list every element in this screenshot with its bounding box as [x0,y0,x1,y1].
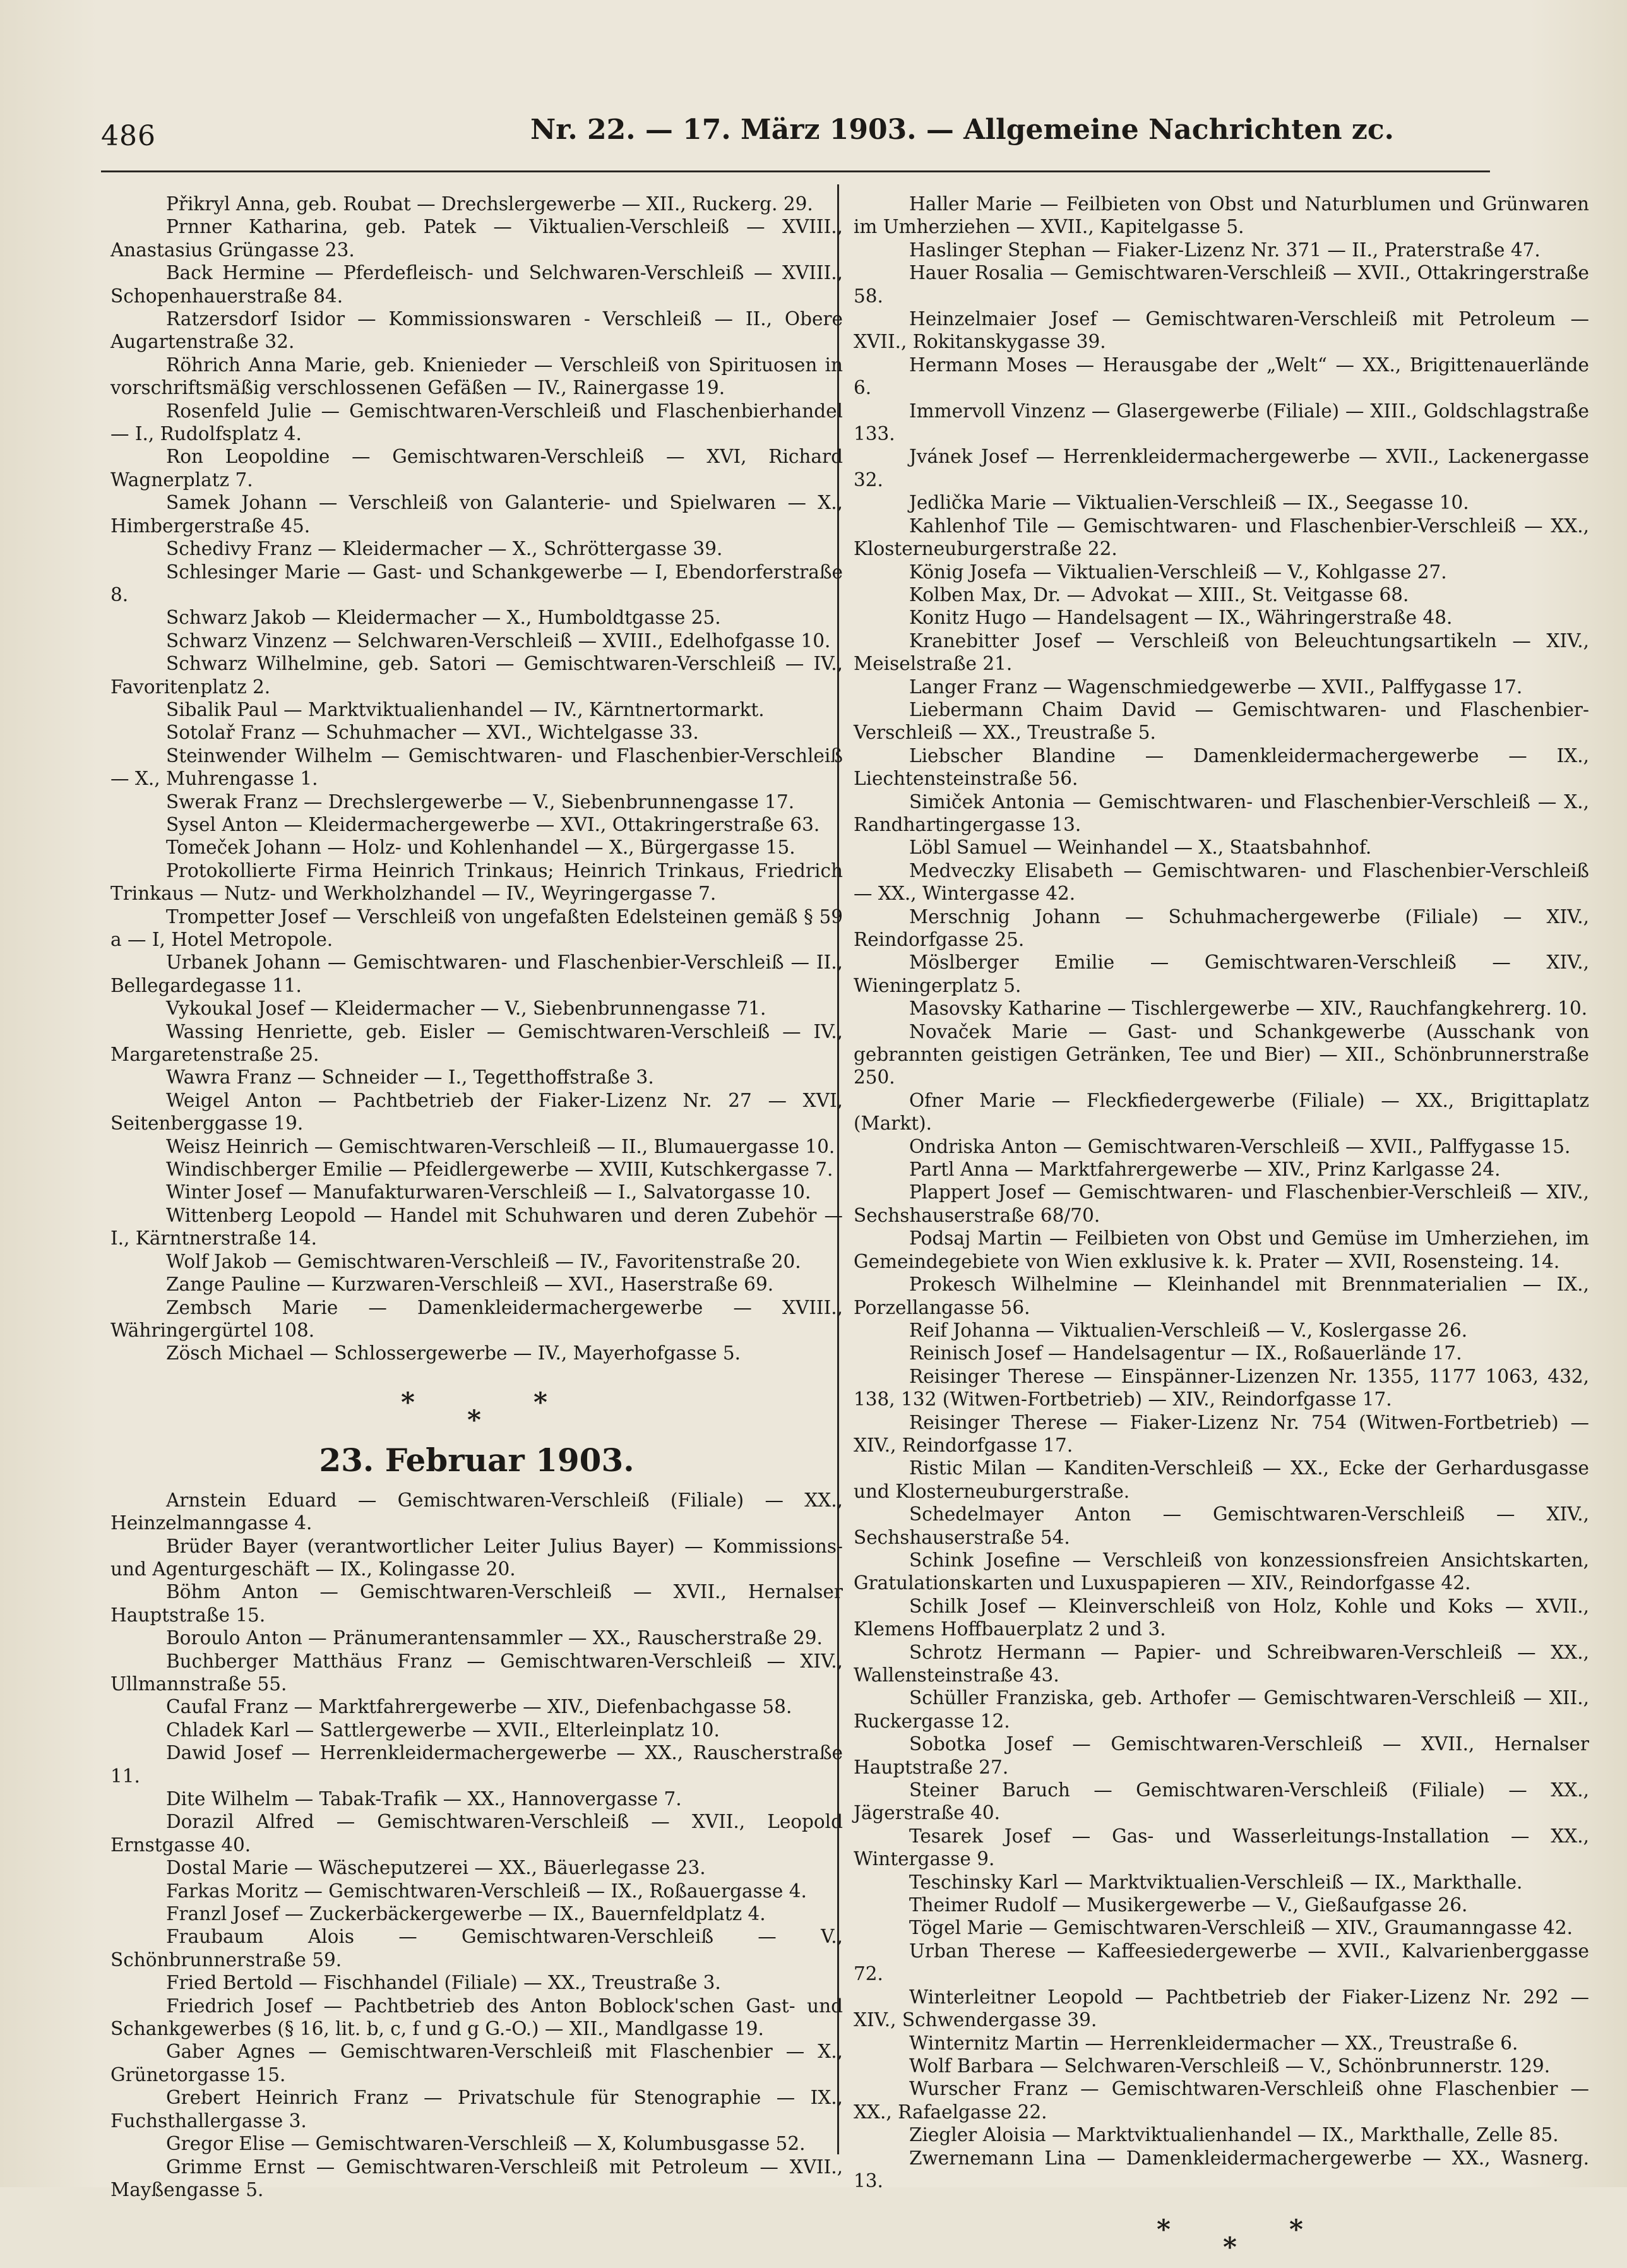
register-entry: Swerak Franz — Drechslergewerbe — V., Siebenbrunnengasse 17. [166,791,795,813]
register-entry: Ron Leopoldine — Gemischtwaren-Verschleiß — XVI, Richard Wagnerplatz 7. [110,446,843,491]
register-entry: Jedlička Marie — Viktualien-Verschleiß — IX., Seegasse 10. [909,492,1469,514]
register-entry: Brüder Bayer (verantwortlicher Leiter Julius Bayer) — Kommissions- und Agenturgeschäft — IX., Kolingasse 20. [110,1535,843,1580]
register-entry: König Josefa — Viktualien-Verschleiß — V., Kohlgasse 27. [909,561,1447,583]
register-entry: Tomeček Johann — Holz- und Kohlenhandel — X., Bürgergasse 15. [166,837,796,859]
left-column [110,193,843,2201]
section-heading: 23. Februar 1903. [319,1441,635,1479]
register-entry: Grimme Ernst — Gemischtwaren-Verschleiß mit Petroleum — XVII., Mayßengasse 5. [110,2156,843,2200]
register-entry: Masovsky Katharine — Tischlergewerbe — XIV., Rauchfangkehrerg. 10. [909,998,1588,1020]
register-entry: Friedrich Josef — Pachtbetrieb des Anton Boblock'schen Gast- und Schankgewerbes (§ 16, lit. b, c, f und g G.-O.) — XII., Mandlgasse 19. [110,1995,843,2040]
register-entry: Haslinger Stephan — Fiaker-Lizenz Nr. 371 — II., Praterstraße 47. [909,239,1541,261]
register-entry: Winternitz Martin — Herrenkleidermacher — XX., Treustraße 6. [909,2032,1518,2054]
register-entry: Chladek Karl — Sattlergewerbe — XVII., Elterleinplatz 10. [166,1719,720,1741]
right-column [854,193,1589,2268]
asterism-right [854,2192,1589,2268]
register-entry: Wawra Franz — Schneider — I., Tegetthoffstraße 3. [166,1066,654,1089]
register-entry: Podsaj Martin — Feilbieten von Obst und Gemüse im Umherziehen, im Gemeindegebiete von Wien exklusive k. k. Prater — XVII, Rosensteing. 14. [854,1227,1589,1272]
register-entry: Wolf Barbara — Selchwaren-Verschleiß — V., Schönbrunnerstr. 129. [909,2055,1551,2077]
register-entry: Schilk Josef — Kleinverschleiß von Holz, Kohle und Koks — XVII., Klemens Hoffbauerplatz 2 und 3. [854,1595,1589,1640]
register-entry: Ofner Marie — Fleckfiedergewerbe (Filiale) — XX., Brigittaplatz (Markt). [854,1089,1589,1135]
left-entries-part2 [110,1489,843,2202]
register-entry: Löbl Samuel — Weinhandel — X., Staatsbahnhof. [909,837,1372,859]
header-rule [101,170,1490,172]
register-entry: Zembsch Marie — Damenkleidermachergewerbe — XVIII., Währingergürtel 108. [110,1296,843,1341]
register-entry: Wittenberg Leopold — Handel mit Schuhwaren und deren Zubehör — I., Kärntnerstraße 14. [110,1204,843,1250]
register-entry: Hermann Moses — Herausgabe der „Welt“ — XX., Brigittenauerlände 6. [854,354,1589,399]
register-entry: Samek Johann — Verschleiß von Galanterie- und Spielwaren — X., Himbergerstraße 45. [110,492,843,537]
register-entry: Caufal Franz — Marktfahrergewerbe — XIV., Diefenbachgasse 58. [166,1696,792,1718]
register-entry: Reinisch Josef — Handelsagentur — IX., Roßauerlände 17. [909,1342,1462,1364]
register-entry: Reisinger Therese — Einspänner-Lizenzen Nr. 1355, 1177 1063, 432, 138, 132 (Witwen-Fortbetrieb) — XIV., Reindorfgasse 17. [854,1365,1589,1411]
page-number: 486 [101,120,156,152]
register-entry: Urbanek Johann — Gemischtwaren- und Flaschenbier-Verschleiß — II., Bellegardegasse 11. [110,952,843,996]
register-entry: Protokollierte Firma Heinrich Trinkaus; Heinrich Trinkaus, Friedrich Trinkaus — Nutz- und Werkholzhandel — IV., Weyringergasse 7. [110,859,843,905]
register-entry: Partl Anna — Marktfahrergewerbe — XIV., Prinz Karlgasse 24. [909,1159,1501,1181]
register-entry: Přikryl Anna, geb. Roubat — Drechslergewerbe — XII., Ruckerg. 29. [166,193,813,215]
register-entry: Langer Franz — Wagenschmiedgewerbe — XVII., Palffygasse 17. [909,676,1523,698]
asterism-star: * [533,1386,547,1418]
register-entry: Kranebitter Josef — Verschleiß von Beleuchtungsartikeln — XIV., Meiselstraße 21. [854,630,1589,675]
register-entry: Schlesinger Marie — Gast- und Schankgewerbe — I, Ebendorferstraße 8. [110,561,843,606]
register-entry: Windischberger Emilie — Pfeidlergewerbe — XVIII, Kutschkergasse 7. [166,1159,833,1181]
register-entry: Schedelmayer Anton — Gemischtwaren-Verschleiß — XIV., Sechshauserstraße 54. [854,1503,1589,1548]
register-entry: Schwarz Wilhelmine, geb. Satori — Gemischtwaren-Verschleiß — IV., Favoritenplatz 2. [110,653,843,698]
register-entry: Simiček Antonia — Gemischtwaren- und Flaschenbier-Verschleiß — X., Randhartingergasse 13. [854,791,1589,835]
register-entry: Schüller Franziska, geb. Arthofer — Gemischtwaren-Verschleiß — XII., Ruckergasse 12. [854,1687,1589,1732]
register-entry: Schink Josefine — Verschleiß von konzessionsfreien Ansichtskarten, Gratulationskarten und Luxuspapieren — XIV., Reindorfgasse 42. [854,1549,1589,1594]
register-entry: Hauer Rosalia — Gemischtwaren-Verschleiß — XVII., Ottakringerstraße 58. [854,262,1589,307]
register-entry: Haller Marie — Feilbieten von Obst und Naturblumen und Grünwaren im Umherziehen — XVII., Kapitelgasse 5. [854,193,1589,238]
register-entry: Rosenfeld Julie — Gemischtwaren-Verschleiß und Flaschenbierhandel — I., Rudolfsplatz 4. [110,400,843,445]
asterism-star: * [1289,2214,1303,2245]
asterism-star: * [467,1404,481,1435]
register-entry: Dostal Marie — Wäscheputzerei — XX., Bäuerlegasse 23. [166,1857,706,1879]
register-entry: Theimer Rudolf — Musikergewerbe — V., Gießaufgasse 26. [909,1894,1468,1916]
register-entry: Vykoukal Josef — Kleidermacher — V., Siebenbrunnengasse 71. [166,998,766,1020]
register-entry: Reif Johanna — Viktualien-Verschleiß — V., Koslergasse 26. [909,1319,1468,1341]
register-entry: Ristic Milan — Kanditen-Verschleiß — XX., Ecke der Gerhardusgasse und Klosterneuburgerstraße. [854,1457,1589,1502]
running-title: Nr. 22. — 17. März 1903. — Allgemeine Nachrichten zc. [530,114,1394,146]
register-entry: Medveczky Elisabeth — Gemischtwaren- und Flaschenbier-Verschleiß — XX., Wintergasse 42. [854,859,1589,905]
register-entry: Buchberger Matthäus Franz — Gemischtwaren-Verschleiß — XIV., Ullmannstraße 55. [110,1650,843,1695]
register-entry: Boroulo Anton — Pränumerantensammler — XX., Rauscherstraße 29. [166,1627,823,1649]
right-entries [854,193,1589,2192]
register-entry: Zange Pauline — Kurzwaren-Verschleiß — XVI., Haserstraße 69. [166,1274,774,1296]
register-entry: Schwarz Vinzenz — Selchwaren-Verschleiß — XVIII., Edelhofgasse 10. [166,630,831,652]
register-entry: Fried Bertold — Fischhandel (Filiale) — XX., Treustraße 3. [166,1972,721,1994]
register-entry: Prnner Katharina, geb. Patek — Viktualien-Verschleiß — XVIII., Anastasius Grüngasse 23. [110,216,843,261]
register-entry: Liebermann Chaim David — Gemischtwaren- und Flaschenbier-Verschleiß — XX., Treustraße 5. [854,698,1589,744]
register-entry: Novaček Marie — Gast- und Schankgewerbe (Ausschank von gebrannten geistigen Getränken, Tee und Bier) — XII., Schönbrunnerstraße 250. [854,1020,1589,1089]
register-entry: Gregor Elise — Gemischtwaren-Verschleiß — X, Kolumbusgasse 52. [166,2133,806,2155]
asterism-star: * [401,1386,415,1418]
register-entry: Schwarz Jakob — Kleidermacher — X., Humboldtgasse 25. [166,607,721,629]
register-entry: Kahlenhof Tile — Gemischtwaren- und Flaschenbier-Verschleiß — XX., Klosterneuburgerstraße 22. [854,515,1589,560]
register-entry: Jvánek Josef — Herrenkleidermachergewerbe — XVII., Lackenergasse 32. [854,446,1589,491]
page-header [101,114,1490,158]
register-entry: Prokesch Wilhelmine — Kleinhandel mit Brennmaterialien — IX., Porzellangasse 56. [854,1274,1589,1318]
register-entry: Weigel Anton — Pachtbetrieb der Fiaker-Lizenz Nr. 27 — XVI, Seitenberggasse 19. [110,1089,843,1135]
register-entry: Gaber Agnes — Gemischtwaren-Verschleiß mit Flaschenbier — X., Grünetorgasse 15. [110,2041,843,2086]
register-entry: Ratzersdorf Isidor — Kommissionswaren - Verschleiß — II., Obere Augartenstraße 32. [110,308,843,353]
register-entry: Zösch Michael — Schlossergewerbe — IV., Mayerhofgasse 5. [166,1342,741,1364]
register-entry: Merschnig Johann — Schuhmachergewerbe (Filiale) — XIV., Reindorfgasse 25. [854,905,1589,950]
register-entry: Wolf Jakob — Gemischtwaren-Verschleiß — IV., Favoritenstraße 20. [166,1250,801,1272]
register-entry: Back Hermine — Pferdefleisch- und Selchwaren-Verschleiß — XVIII., Schopenhauerstraße 84. [110,262,843,307]
register-entry: Fraubaum Alois — Gemischtwaren-Verschleiß — V., Schönbrunnerstraße 59. [110,1926,843,1971]
register-entry: Franzl Josef — Zuckerbäckergewerbe — IX., Bauernfeldplatz 4. [166,1903,766,1925]
register-entry: Böhm Anton — Gemischtwaren-Verschleiß — XVII., Hernalser Hauptstraße 15. [110,1581,843,1626]
register-entry: Schedivy Franz — Kleidermacher — X., Schröttergasse 39. [166,538,723,560]
register-entry: Immervoll Vinzenz — Glasergewerbe (Filiale) — XIII., Goldschlagstraße 133. [854,400,1589,445]
register-entry: Urban Therese — Kaffeesiedergewerbe — XVII., Kalvarienberggasse 72. [854,1940,1589,1985]
register-entry: Ziegler Aloisia — Marktviktualienhandel — IX., Markthalle, Zelle 85. [909,2124,1559,2146]
register-entry: Arnstein Eduard — Gemischtwaren-Verschleiß (Filiale) — XX., Heinzelmanngasse 4. [110,1489,843,1534]
asterism-star: * [1157,2214,1171,2245]
register-entry: Kolben Max, Dr. — Advokat — XIII., St. Veitgasse 68. [909,583,1409,606]
register-entry: Grebert Heinrich Franz — Privatschule für Stenographie — IX., Fuchsthallergasse 3. [110,2087,843,2132]
register-entry: Steinwender Wilhelm — Gemischtwaren- und Flaschenbier-Verschleiß — X., Muhrengasse 1. [110,744,843,790]
register-entry: Tögel Marie — Gemischtwaren-Verschleiß — XIV., Graumanngasse 42. [909,1917,1573,1939]
register-entry: Weisz Heinrich — Gemischtwaren-Verschleiß — II., Blumauergasse 10. [166,1135,835,1157]
register-entry: Steiner Baruch — Gemischtwaren-Verschleiß (Filiale) — XX., Jägerstraße 40. [854,1779,1589,1824]
register-entry: Möslberger Emilie — Gemischtwaren-Verschleiß — XIV., Wieningerplatz 5. [854,952,1589,996]
register-entry: Schrotz Hermann — Papier- und Schreibwaren-Verschleiß — XX., Wallensteinstraße 43. [854,1641,1589,1686]
register-entry: Dorazil Alfred — Gemischtwaren-Verschleiß — XVII., Leopold Ernstgasse 40. [110,1811,843,1856]
register-entry: Sysel Anton — Kleidermachergewerbe — XVI., Ottakringerstraße 63. [166,813,820,835]
register-entry: Heinzelmaier Josef — Gemischtwaren-Verschleiß mit Petroleum — XVII., Rokitanskygasse 39. [854,308,1589,353]
register-entry: Röhrich Anna Marie, geb. Knienieder — Verschleiß von Spirituosen in vorschriftsmäßig verschlossenen Gefäßen — IV., Rainergasse 19. [110,354,843,399]
register-entry: Wurscher Franz — Gemischtwaren-Verschleiß ohne Flaschenbier — XX., Rafaelgasse 22. [854,2078,1589,2123]
left-entries-part1 [110,193,843,1365]
register-entry: Dawid Josef — Herrenkleidermachergewerbe — XX., Rauscherstraße 11. [110,1742,843,1787]
register-entry: Liebscher Blandine — Damenkleidermachergewerbe — IX., Liechtensteinstraße 56. [854,744,1589,790]
register-entry: Konitz Hugo — Handelsagent — IX., Währingerstraße 48. [909,607,1453,629]
register-entry: Winterleitner Leopold — Pachtbetrieb der Fiaker-Lizenz Nr. 292 — XIV., Schwendergasse 39. [854,1986,1589,2031]
register-entry: Dite Wilhelm — Tabak-Trafik — XX., Hannovergasse 7. [166,1788,682,1810]
register-entry: Teschinsky Karl — Marktviktualien-Verschleiß — IX., Markthalle. [909,1871,1523,1893]
register-entry: Zwernemann Lina — Damenkleidermachergewerbe — XX., Wasnerg. 13. [854,2147,1589,2192]
register-entry: Reisinger Therese — Fiaker-Lizenz Nr. 754 (Witwen-Fortbetrieb) — XIV., Reindorfgasse 17. [854,1411,1589,1456]
asterism-left [110,1365,843,1441]
register-entry: Plappert Josef — Gemischtwaren- und Flaschenbier-Verschleiß — XIV., Sechshauserstraße 68/70. [854,1181,1589,1226]
register-entry: Wassing Henriette, geb. Eisler — Gemischtwaren-Verschleiß — IV., Margaretenstraße 25. [110,1020,843,1066]
register-entry: Winter Josef — Manufakturwaren-Verschleiß — I., Salvatorgasse 10. [166,1181,811,1203]
register-entry: Sobotka Josef — Gemischtwaren-Verschleiß — XVII., Hernalser Hauptstraße 27. [854,1733,1589,1778]
register-entry: Trompetter Josef — Verschleiß von ungefaßten Edelsteinen gemäß § 59 a — I, Hotel Metropole. [110,905,843,950]
register-entry: Farkas Moritz — Gemischtwaren-Verschleiß — IX., Roßauergasse 4. [166,1880,807,1902]
register-entry: Sotolař Franz — Schuhmacher — XVI., Wichtelgasse 33. [166,722,699,744]
register-entry: Ondriska Anton — Gemischtwaren-Verschleiß — XVII., Palffygasse 15. [909,1135,1571,1157]
register-entry: Sibalik Paul — Marktviktualienhandel — IV., Kärntnertormarkt. [166,698,765,720]
register-entry: Tesarek Josef — Gas- und Wasserleitungs-Installation — XX., Wintergasse 9. [854,1825,1589,1870]
asterism-star: * [1223,2231,1237,2263]
